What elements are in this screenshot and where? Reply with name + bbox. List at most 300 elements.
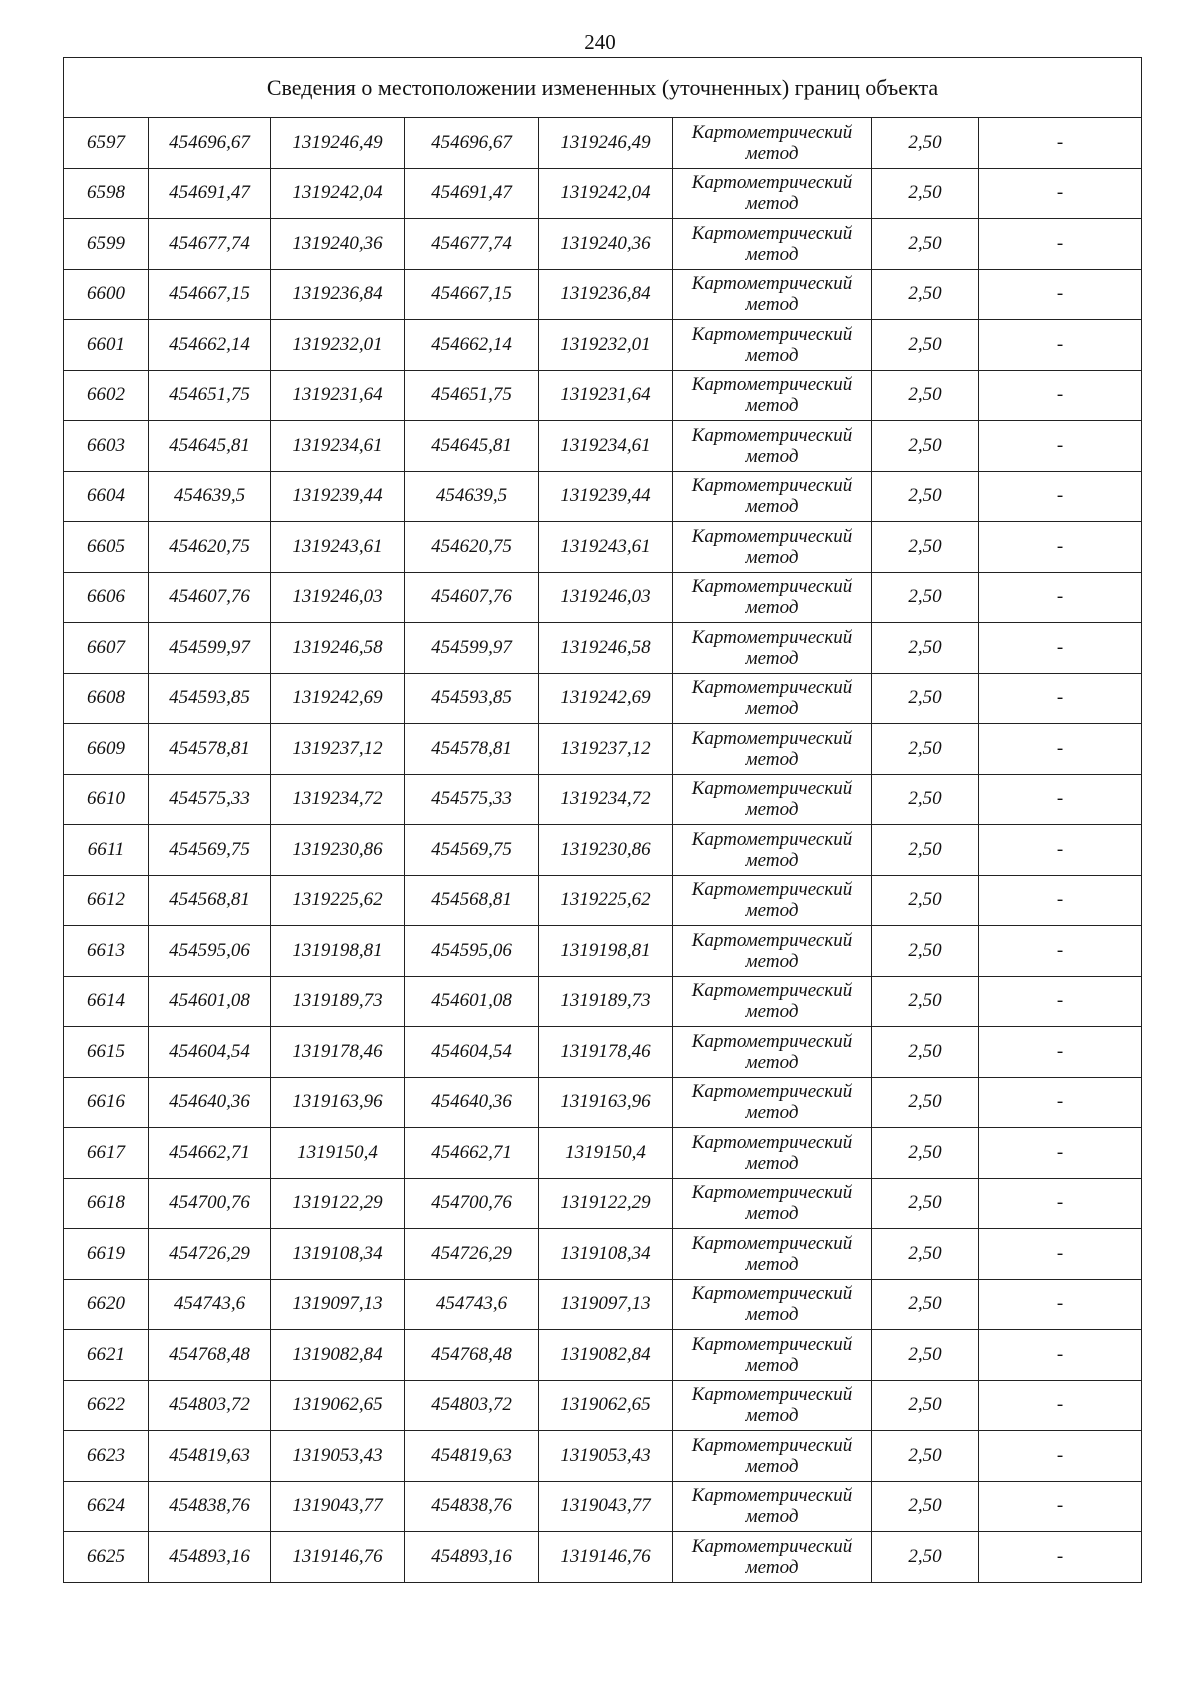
table-row — [64, 1532, 1142, 1583]
method-label-line1: Картометрический — [691, 374, 853, 396]
method-cell — [673, 1380, 872, 1431]
method-label-line2: метод — [745, 849, 799, 871]
table-caption-row — [64, 58, 1142, 118]
method-cell — [673, 269, 872, 320]
note-cell: - — [979, 875, 1142, 926]
x-existing-cell: 454620,75 — [149, 522, 271, 573]
table-row — [64, 1330, 1142, 1381]
y-refined-cell: 1319122,29 — [539, 1178, 673, 1229]
table-row — [64, 1178, 1142, 1229]
note-cell: - — [979, 421, 1142, 472]
x-refined-cell: 454568,81 — [405, 875, 539, 926]
table-row — [64, 421, 1142, 472]
y-existing-cell: 1319178,46 — [271, 1027, 405, 1078]
method-cell — [673, 774, 872, 825]
note-cell: - — [979, 1279, 1142, 1330]
x-refined-cell: 454677,74 — [405, 219, 539, 270]
method-cell — [673, 421, 872, 472]
x-existing-cell: 454677,74 — [149, 219, 271, 270]
method-label-line2: метод — [745, 647, 799, 669]
point-number-cell: 6614 — [64, 976, 149, 1027]
x-existing-cell: 454667,15 — [149, 269, 271, 320]
x-existing-cell: 454651,75 — [149, 370, 271, 421]
table-row — [64, 522, 1142, 573]
y-refined-cell: 1319242,04 — [539, 168, 673, 219]
point-number-cell: 6616 — [64, 1077, 149, 1128]
accuracy-cell: 2,50 — [872, 269, 979, 320]
y-existing-cell: 1319198,81 — [271, 926, 405, 977]
method-cell — [673, 825, 872, 876]
point-number-cell: 6613 — [64, 926, 149, 977]
method-label-line2: метод — [745, 395, 799, 417]
x-refined-cell: 454640,36 — [405, 1077, 539, 1128]
accuracy-cell: 2,50 — [872, 1229, 979, 1280]
accuracy-cell: 2,50 — [872, 168, 979, 219]
method-label-line1: Картометрический — [691, 929, 853, 951]
table-row — [64, 1279, 1142, 1330]
x-refined-cell: 454578,81 — [405, 724, 539, 775]
x-existing-cell: 454575,33 — [149, 774, 271, 825]
table-row — [64, 825, 1142, 876]
note-cell: - — [979, 1178, 1142, 1229]
y-refined-cell: 1319198,81 — [539, 926, 673, 977]
note-cell: - — [979, 572, 1142, 623]
y-existing-cell: 1319240,36 — [271, 219, 405, 270]
method-label-line2: метод — [745, 1203, 799, 1225]
accuracy-cell: 2,50 — [872, 926, 979, 977]
method-cell — [673, 1027, 872, 1078]
accuracy-cell: 2,50 — [872, 118, 979, 169]
note-cell: - — [979, 623, 1142, 674]
method-label-line2: метод — [745, 1304, 799, 1326]
method-label-line1: Картометрический — [691, 1081, 853, 1103]
accuracy-cell: 2,50 — [872, 572, 979, 623]
method-label-line1: Картометрический — [691, 727, 853, 749]
method-cell — [673, 1279, 872, 1330]
y-existing-cell: 1319146,76 — [271, 1532, 405, 1583]
accuracy-cell: 2,50 — [872, 471, 979, 522]
point-number-cell: 6606 — [64, 572, 149, 623]
x-existing-cell: 454893,16 — [149, 1532, 271, 1583]
method-label-line1: Картометрический — [691, 1232, 853, 1254]
accuracy-cell: 2,50 — [872, 875, 979, 926]
accuracy-cell: 2,50 — [872, 1128, 979, 1179]
method-label-line2: метод — [745, 1102, 799, 1124]
method-label-line1: Картометрический — [691, 677, 853, 699]
table-row — [64, 1077, 1142, 1128]
accuracy-cell: 2,50 — [872, 1330, 979, 1381]
method-label-line1: Картометрический — [691, 1434, 853, 1456]
x-refined-cell: 454645,81 — [405, 421, 539, 472]
note-cell: - — [979, 1077, 1142, 1128]
method-label-line2: метод — [745, 546, 799, 568]
table-row — [64, 1380, 1142, 1431]
y-existing-cell: 1319062,65 — [271, 1380, 405, 1431]
y-refined-cell: 1319246,49 — [539, 118, 673, 169]
table-row — [64, 1431, 1142, 1482]
x-refined-cell: 454607,76 — [405, 572, 539, 623]
table-row — [64, 774, 1142, 825]
y-refined-cell: 1319230,86 — [539, 825, 673, 876]
method-label-line1: Картометрический — [691, 626, 853, 648]
x-refined-cell: 454819,63 — [405, 1431, 539, 1482]
method-label-line1: Картометрический — [691, 1283, 853, 1305]
method-label-line1: Картометрический — [691, 222, 853, 244]
point-number-cell: 6621 — [64, 1330, 149, 1381]
note-cell: - — [979, 168, 1142, 219]
y-existing-cell: 1319242,69 — [271, 673, 405, 724]
accuracy-cell: 2,50 — [872, 1077, 979, 1128]
method-label-line2: метод — [745, 900, 799, 922]
method-label-line2: метод — [745, 597, 799, 619]
method-label-line1: Картометрический — [691, 525, 853, 547]
x-refined-cell: 454599,97 — [405, 623, 539, 674]
point-number-cell: 6605 — [64, 522, 149, 573]
point-number-cell: 6610 — [64, 774, 149, 825]
x-existing-cell: 454599,97 — [149, 623, 271, 674]
table-row — [64, 471, 1142, 522]
x-refined-cell: 454593,85 — [405, 673, 539, 724]
table-row — [64, 875, 1142, 926]
method-label-line1: Картометрический — [691, 323, 853, 345]
method-cell — [673, 623, 872, 674]
method-label-line2: метод — [745, 344, 799, 366]
table-row — [64, 118, 1142, 169]
y-existing-cell: 1319225,62 — [271, 875, 405, 926]
method-label-line2: метод — [745, 243, 799, 265]
x-refined-cell: 454667,15 — [405, 269, 539, 320]
point-number-cell: 6612 — [64, 875, 149, 926]
point-number-cell: 6618 — [64, 1178, 149, 1229]
y-existing-cell: 1319163,96 — [271, 1077, 405, 1128]
method-cell — [673, 875, 872, 926]
method-label-line1: Картометрический — [691, 1030, 853, 1052]
method-label-line2: метод — [745, 1152, 799, 1174]
accuracy-cell: 2,50 — [872, 623, 979, 674]
note-cell: - — [979, 269, 1142, 320]
x-existing-cell: 454640,36 — [149, 1077, 271, 1128]
method-label-line2: метод — [745, 1455, 799, 1477]
note-cell: - — [979, 1532, 1142, 1583]
y-existing-cell: 1319234,72 — [271, 774, 405, 825]
method-cell — [673, 219, 872, 270]
x-existing-cell: 454601,08 — [149, 976, 271, 1027]
x-refined-cell: 454595,06 — [405, 926, 539, 977]
x-refined-cell: 454838,76 — [405, 1481, 539, 1532]
note-cell: - — [979, 1380, 1142, 1431]
method-label-line1: Картометрический — [691, 1182, 853, 1204]
method-label-line1: Картометрический — [691, 1535, 853, 1557]
y-refined-cell: 1319108,34 — [539, 1229, 673, 1280]
method-cell — [673, 976, 872, 1027]
method-label-line2: метод — [745, 950, 799, 972]
note-cell: - — [979, 1330, 1142, 1381]
y-existing-cell: 1319189,73 — [271, 976, 405, 1027]
y-refined-cell: 1319246,03 — [539, 572, 673, 623]
method-cell — [673, 1229, 872, 1280]
x-existing-cell: 454700,76 — [149, 1178, 271, 1229]
method-label-line1: Картометрический — [691, 424, 853, 446]
x-existing-cell: 454838,76 — [149, 1481, 271, 1532]
method-label-line2: метод — [745, 1354, 799, 1376]
method-cell — [673, 1178, 872, 1229]
y-refined-cell: 1319242,69 — [539, 673, 673, 724]
x-refined-cell: 454639,5 — [405, 471, 539, 522]
table-row — [64, 623, 1142, 674]
point-number-cell: 6623 — [64, 1431, 149, 1482]
y-refined-cell: 1319062,65 — [539, 1380, 673, 1431]
point-number-cell: 6601 — [64, 320, 149, 371]
coordinates-table — [63, 57, 1142, 1583]
y-refined-cell: 1319231,64 — [539, 370, 673, 421]
note-cell: - — [979, 774, 1142, 825]
method-cell — [673, 1077, 872, 1128]
method-label-line1: Картометрический — [691, 273, 853, 295]
point-number-cell: 6607 — [64, 623, 149, 674]
accuracy-cell: 2,50 — [872, 1481, 979, 1532]
table-row — [64, 1128, 1142, 1179]
point-number-cell: 6602 — [64, 370, 149, 421]
note-cell: - — [979, 471, 1142, 522]
point-number-cell: 6619 — [64, 1229, 149, 1280]
y-refined-cell: 1319053,43 — [539, 1431, 673, 1482]
accuracy-cell: 2,50 — [872, 825, 979, 876]
x-existing-cell: 454595,06 — [149, 926, 271, 977]
x-refined-cell: 454691,47 — [405, 168, 539, 219]
x-refined-cell: 454726,29 — [405, 1229, 539, 1280]
y-existing-cell: 1319234,61 — [271, 421, 405, 472]
y-existing-cell: 1319108,34 — [271, 1229, 405, 1280]
accuracy-cell: 2,50 — [872, 522, 979, 573]
x-refined-cell: 454620,75 — [405, 522, 539, 573]
table-row — [64, 724, 1142, 775]
method-label-line1: Картометрический — [691, 980, 853, 1002]
x-refined-cell: 454604,54 — [405, 1027, 539, 1078]
method-label-line2: метод — [745, 1001, 799, 1023]
note-cell: - — [979, 522, 1142, 573]
method-label-line2: метод — [745, 496, 799, 518]
x-existing-cell: 454607,76 — [149, 572, 271, 623]
point-number-cell: 6608 — [64, 673, 149, 724]
y-refined-cell: 1319240,36 — [539, 219, 673, 270]
y-existing-cell: 1319239,44 — [271, 471, 405, 522]
x-existing-cell: 454578,81 — [149, 724, 271, 775]
x-refined-cell: 454662,71 — [405, 1128, 539, 1179]
table-row — [64, 168, 1142, 219]
y-existing-cell: 1319232,01 — [271, 320, 405, 371]
note-cell: - — [979, 1431, 1142, 1482]
x-existing-cell: 454645,81 — [149, 421, 271, 472]
y-existing-cell: 1319246,58 — [271, 623, 405, 674]
table-row — [64, 269, 1142, 320]
method-cell — [673, 724, 872, 775]
method-label-line2: метод — [745, 1405, 799, 1427]
accuracy-cell: 2,50 — [872, 320, 979, 371]
x-existing-cell: 454803,72 — [149, 1380, 271, 1431]
method-cell — [673, 471, 872, 522]
y-existing-cell: 1319230,86 — [271, 825, 405, 876]
note-cell: - — [979, 926, 1142, 977]
method-cell — [673, 1128, 872, 1179]
x-existing-cell: 454662,71 — [149, 1128, 271, 1179]
y-existing-cell: 1319242,04 — [271, 168, 405, 219]
method-cell — [673, 673, 872, 724]
x-refined-cell: 454569,75 — [405, 825, 539, 876]
y-existing-cell: 1319097,13 — [271, 1279, 405, 1330]
x-existing-cell: 454639,5 — [149, 471, 271, 522]
method-cell — [673, 572, 872, 623]
table-row — [64, 673, 1142, 724]
method-cell — [673, 1532, 872, 1583]
method-label-line1: Картометрический — [691, 1485, 853, 1507]
method-cell — [673, 370, 872, 421]
x-existing-cell: 454768,48 — [149, 1330, 271, 1381]
method-label-line1: Картометрический — [691, 778, 853, 800]
note-cell: - — [979, 320, 1142, 371]
y-refined-cell: 1319234,72 — [539, 774, 673, 825]
method-label-line2: метод — [745, 445, 799, 467]
y-existing-cell: 1319122,29 — [271, 1178, 405, 1229]
method-label-line1: Картометрический — [691, 475, 853, 497]
y-refined-cell: 1319237,12 — [539, 724, 673, 775]
note-cell: - — [979, 219, 1142, 270]
method-label-line1: Картометрический — [691, 121, 853, 143]
point-number-cell: 6622 — [64, 1380, 149, 1431]
method-label-line1: Картометрический — [691, 1333, 853, 1355]
point-number-cell: 6625 — [64, 1532, 149, 1583]
method-label-line1: Картометрический — [691, 576, 853, 598]
method-cell — [673, 1330, 872, 1381]
point-number-cell: 6609 — [64, 724, 149, 775]
y-existing-cell: 1319237,12 — [271, 724, 405, 775]
method-label-line2: метод — [745, 1506, 799, 1528]
accuracy-cell: 2,50 — [872, 1279, 979, 1330]
point-number-cell: 6599 — [64, 219, 149, 270]
note-cell: - — [979, 1128, 1142, 1179]
accuracy-cell: 2,50 — [872, 1431, 979, 1482]
x-existing-cell: 454604,54 — [149, 1027, 271, 1078]
y-refined-cell: 1319146,76 — [539, 1532, 673, 1583]
y-refined-cell: 1319178,46 — [539, 1027, 673, 1078]
method-label-line1: Картометрический — [691, 828, 853, 850]
y-existing-cell: 1319053,43 — [271, 1431, 405, 1482]
accuracy-cell: 2,50 — [872, 724, 979, 775]
method-label-line2: метод — [745, 1253, 799, 1275]
method-cell — [673, 1431, 872, 1482]
y-refined-cell: 1319234,61 — [539, 421, 673, 472]
note-cell: - — [979, 825, 1142, 876]
method-label-line2: метод — [745, 799, 799, 821]
x-refined-cell: 454696,67 — [405, 118, 539, 169]
x-refined-cell: 454803,72 — [405, 1380, 539, 1431]
point-number-cell: 6597 — [64, 118, 149, 169]
method-label-line2: метод — [745, 294, 799, 316]
method-cell — [673, 118, 872, 169]
method-label-line2: метод — [745, 1556, 799, 1578]
note-cell: - — [979, 673, 1142, 724]
y-existing-cell: 1319043,77 — [271, 1481, 405, 1532]
method-label-line2: метод — [745, 193, 799, 215]
method-label-line2: метод — [745, 698, 799, 720]
method-label-line2: метод — [745, 1051, 799, 1073]
x-existing-cell: 454696,67 — [149, 118, 271, 169]
table-row — [64, 1027, 1142, 1078]
accuracy-cell: 2,50 — [872, 370, 979, 421]
y-refined-cell: 1319225,62 — [539, 875, 673, 926]
table-row — [64, 1481, 1142, 1532]
accuracy-cell: 2,50 — [872, 1380, 979, 1431]
x-refined-cell: 454700,76 — [405, 1178, 539, 1229]
x-refined-cell: 454651,75 — [405, 370, 539, 421]
x-existing-cell: 454569,75 — [149, 825, 271, 876]
x-refined-cell: 454601,08 — [405, 976, 539, 1027]
x-existing-cell: 454743,6 — [149, 1279, 271, 1330]
y-refined-cell: 1319082,84 — [539, 1330, 673, 1381]
method-cell — [673, 522, 872, 573]
y-refined-cell: 1319043,77 — [539, 1481, 673, 1532]
x-existing-cell: 454593,85 — [149, 673, 271, 724]
y-refined-cell: 1319097,13 — [539, 1279, 673, 1330]
y-existing-cell: 1319082,84 — [271, 1330, 405, 1381]
y-existing-cell: 1319236,84 — [271, 269, 405, 320]
note-cell: - — [979, 1229, 1142, 1280]
accuracy-cell: 2,50 — [872, 1532, 979, 1583]
accuracy-cell: 2,50 — [872, 774, 979, 825]
table-row — [64, 370, 1142, 421]
x-refined-cell: 454662,14 — [405, 320, 539, 371]
method-label-line1: Картометрический — [691, 1384, 853, 1406]
accuracy-cell: 2,50 — [872, 1178, 979, 1229]
method-cell — [673, 1481, 872, 1532]
y-refined-cell: 1319243,61 — [539, 522, 673, 573]
y-refined-cell: 1319246,58 — [539, 623, 673, 674]
method-cell — [673, 168, 872, 219]
note-cell: - — [979, 724, 1142, 775]
table-row — [64, 572, 1142, 623]
method-label-line2: метод — [745, 142, 799, 164]
y-existing-cell: 1319246,49 — [271, 118, 405, 169]
note-cell: - — [979, 976, 1142, 1027]
point-number-cell: 6617 — [64, 1128, 149, 1179]
x-existing-cell: 454726,29 — [149, 1229, 271, 1280]
method-label-line2: метод — [745, 748, 799, 770]
x-existing-cell: 454819,63 — [149, 1431, 271, 1482]
point-number-cell: 6604 — [64, 471, 149, 522]
point-number-cell: 6600 — [64, 269, 149, 320]
method-label-line1: Картометрический — [691, 879, 853, 901]
table-caption: Сведения о местоположении измененных (уточненных) границ объекта — [64, 58, 1142, 118]
table-row — [64, 320, 1142, 371]
y-refined-cell: 1319232,01 — [539, 320, 673, 371]
note-cell: - — [979, 1481, 1142, 1532]
x-existing-cell: 454662,14 — [149, 320, 271, 371]
table-row — [64, 926, 1142, 977]
x-refined-cell: 454768,48 — [405, 1330, 539, 1381]
y-existing-cell: 1319231,64 — [271, 370, 405, 421]
page-number: 240 — [584, 30, 616, 54]
table-row — [64, 219, 1142, 270]
accuracy-cell: 2,50 — [872, 219, 979, 270]
y-refined-cell: 1319189,73 — [539, 976, 673, 1027]
x-refined-cell: 454575,33 — [405, 774, 539, 825]
accuracy-cell: 2,50 — [872, 976, 979, 1027]
point-number-cell: 6611 — [64, 825, 149, 876]
x-existing-cell: 454691,47 — [149, 168, 271, 219]
x-existing-cell: 454568,81 — [149, 875, 271, 926]
accuracy-cell: 2,50 — [872, 1027, 979, 1078]
point-number-cell: 6598 — [64, 168, 149, 219]
accuracy-cell: 2,50 — [872, 421, 979, 472]
